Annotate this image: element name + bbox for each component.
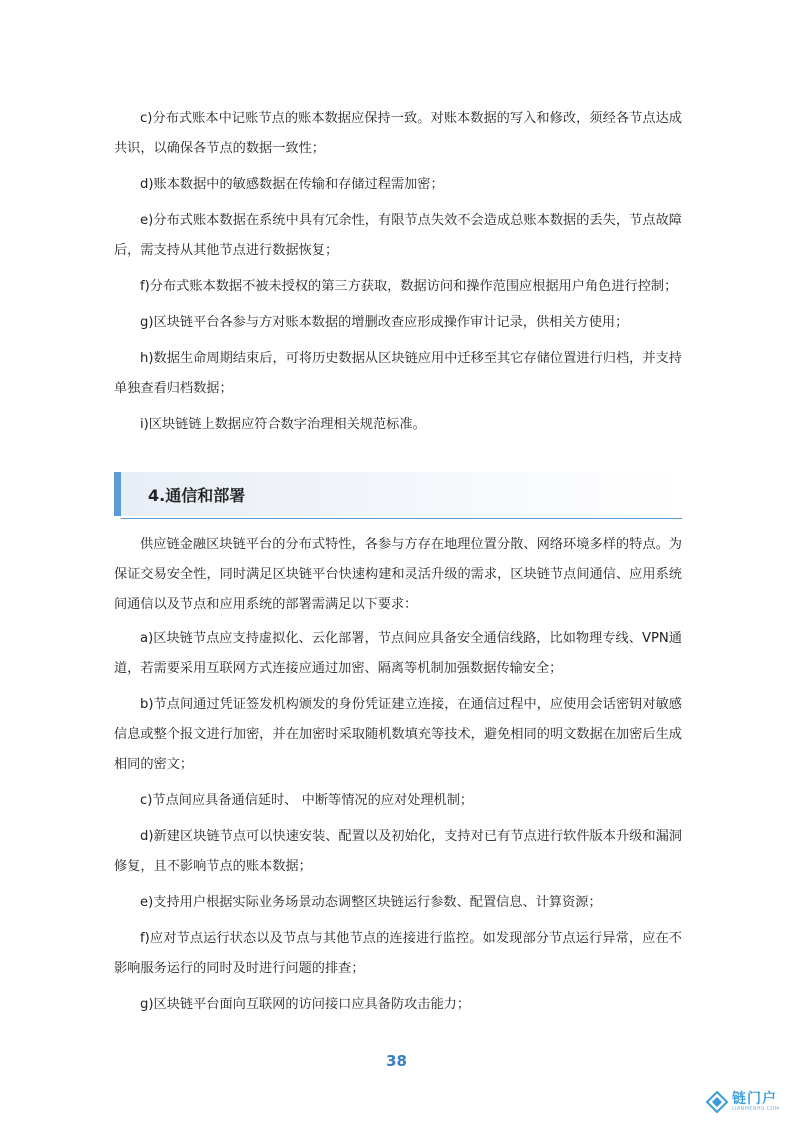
paragraph-c-latency: c)节点间应具备通信延时、 中断等情况的应对处理机制； xyxy=(140,793,474,808)
paragraph-g-audit: g)区块链平台各参与方对账本数据的增删改查应形成操作审计记录，供相关方使用； xyxy=(140,315,629,330)
paragraph-e-dynamic-config: e)支持用户根据实际业务场景动态调整区块链运行参数、配置信息、计算资源； xyxy=(140,895,602,910)
paragraph-b-credentials: b)节点间通过凭证签发机构颁发的身份凭证建立连接，在通信过程中，应使用会话密钥对敏感信息或整个报文进行加密，并在加密时采取随机数填充等技术，避免相同的明文数据在加密后生成相同的密文； xyxy=(114,697,682,772)
document-body xyxy=(114,104,682,1026)
logo-text-group xyxy=(732,1092,779,1112)
paragraph-e-redundancy: e)分布式账本数据在系统中具有冗余性，有限节点失效不会造成总账本数据的丢失，节点故障后，需支持从其他节点进行数据恢复； xyxy=(114,213,682,258)
paragraph-h-archiving: h)数据生命周期结束后，可将历史数据从区块链应用中迁移至其它存储位置进行归档，并支持单独查看归档数据； xyxy=(114,351,682,396)
diamond-chain-icon xyxy=(706,1091,728,1113)
logo-text: 链门户 xyxy=(732,1091,777,1107)
paragraph-d-sensitive-encryption: d)账本数据中的敏感数据在传输和存储过程需加密； xyxy=(140,177,444,192)
paragraph-f-access-control: f)分布式账本数据不被未授权的第三方获取，数据访问和操作范围应根据用户角色进行控制； xyxy=(140,279,678,294)
paragraph-intro: 供应链金融区块链平台的分布式特性，各参与方存在地理位置分散、网络环境多样的特点。为保证交易安全性，同时满足区块链平台快速构建和灵活升级的需求，区块链节点间通信、应用系统间通信以及节点和应用系统的部署需满足以下要求： xyxy=(114,537,682,612)
paragraph-d-new-nodes: d)新建区块链节点可以快速安装、配置以及初始化，支持对已有节点进行软件版本升级和漏洞修复，且不影响节点的账本数据； xyxy=(114,829,682,874)
paragraph-a-virtualization: a)区块链节点应支持虚拟化、云化部署，节点间应具备安全通信线路，比如物理专线、VPN通道，若需要采用互联网方式连接应通过加密、隔离等机制加强数据传输安全； xyxy=(114,631,682,676)
section-header xyxy=(114,472,682,520)
paragraph-g-anti-attack: g)区块链平台面向互联网的访问接口应具备防攻击能力； xyxy=(140,997,471,1012)
section-title: 4.通信和部署 xyxy=(148,486,246,505)
paragraph-f-monitoring: f)应对节点运行状态以及节点与其他节点的连接进行监控。如发现部分节点运行异常，应在不影响服务运行的同时及时进行问题的排查； xyxy=(114,931,682,976)
section-underline xyxy=(121,518,682,519)
paragraph-i-governance: i)区块链链上数据应符合数字治理相关规范标准。 xyxy=(140,417,426,432)
paragraph-c-ledger-consistency: c)分布式账本中记账节点的账本数据应保持一致。对账本数据的写入和修改，须经各节点达成共识，以确保各节点的数据一致性； xyxy=(114,111,682,156)
section-accent-bar xyxy=(114,472,121,516)
logo-subtext: LIANMENHU.COM xyxy=(732,1106,780,1112)
page-number: 38 xyxy=(386,1052,407,1070)
footer-logo xyxy=(706,1090,779,1114)
